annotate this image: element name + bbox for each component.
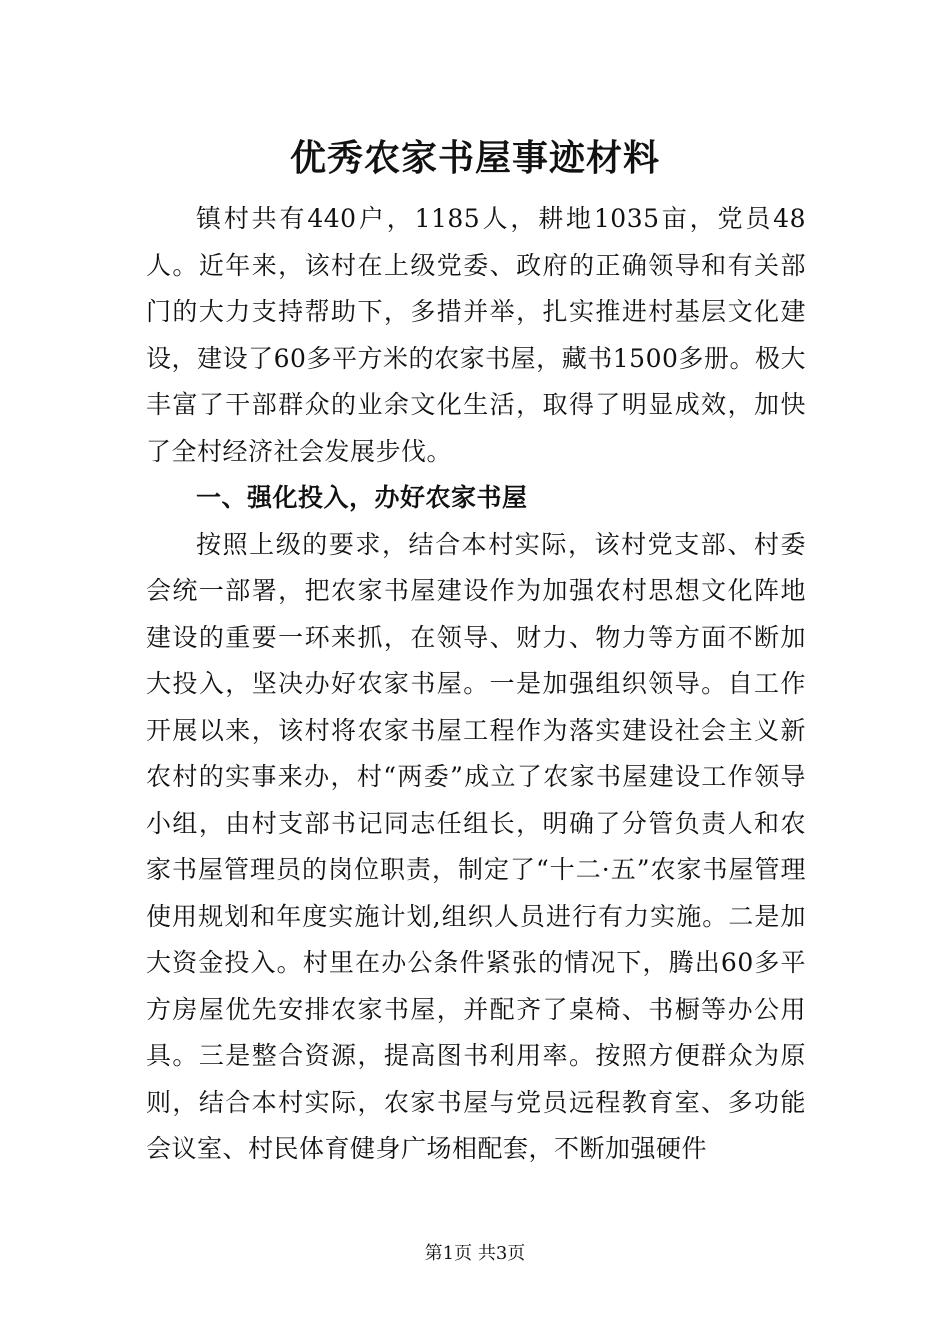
page-number-footer: 第1页 共3页 [424,1243,526,1264]
document-body [146,196,806,1173]
intro-paragraph: 镇村共有440户，1185人，耕地1035亩，党员48人。近年来，该村在上级党委、政府的正确领导和有关部门的大力支持帮助下，多措并举，扎实推进村基层文化建设，建设了60多平方米的农家书屋，藏书1500多册。极大丰富了干部群众的业余文化生活，取得了明显成效，加快了全村经济社会发展步伐。 [146,204,806,466]
section-paragraph: 按照上级的要求，结合本村实际，该村党支部、村委会统一部署，把农家书屋建设作为加强农村思想文化阵地建设的重要一环来抓，在领导、财力、物力等方面不断加大投入，坚决办好农家书屋。一是加强组织领导。自工作开展以来，该村将农家书屋工程作为落实建设社会主义新农村的实事来办，村“两委”成立了农家书屋建设工作领导小组，由村支部书记同志任组长，明确了分管负责人和农家书屋管理员的岗位职责，制定了“十二·五”农家书屋管理使用规划和年度实施计划,组织人员进行有力实施。二是加大资金投入。村里在办公条件紧张的情况下，腾出60多平方房屋优先安排农家书屋，并配齐了桌椅、书橱等办公用具。三是整合资源，提高图书利用率。按照方便群众为原则，结合本村实际，农家书屋与党员远程教育室、多功能会议室、村民体育健身广场相配套，不断加强硬件 [146,529,806,1163]
section-heading: 一、强化投入，办好农家书屋 [196,483,528,512]
document-title: 优秀农家书屋事迹材料 [289,137,660,179]
